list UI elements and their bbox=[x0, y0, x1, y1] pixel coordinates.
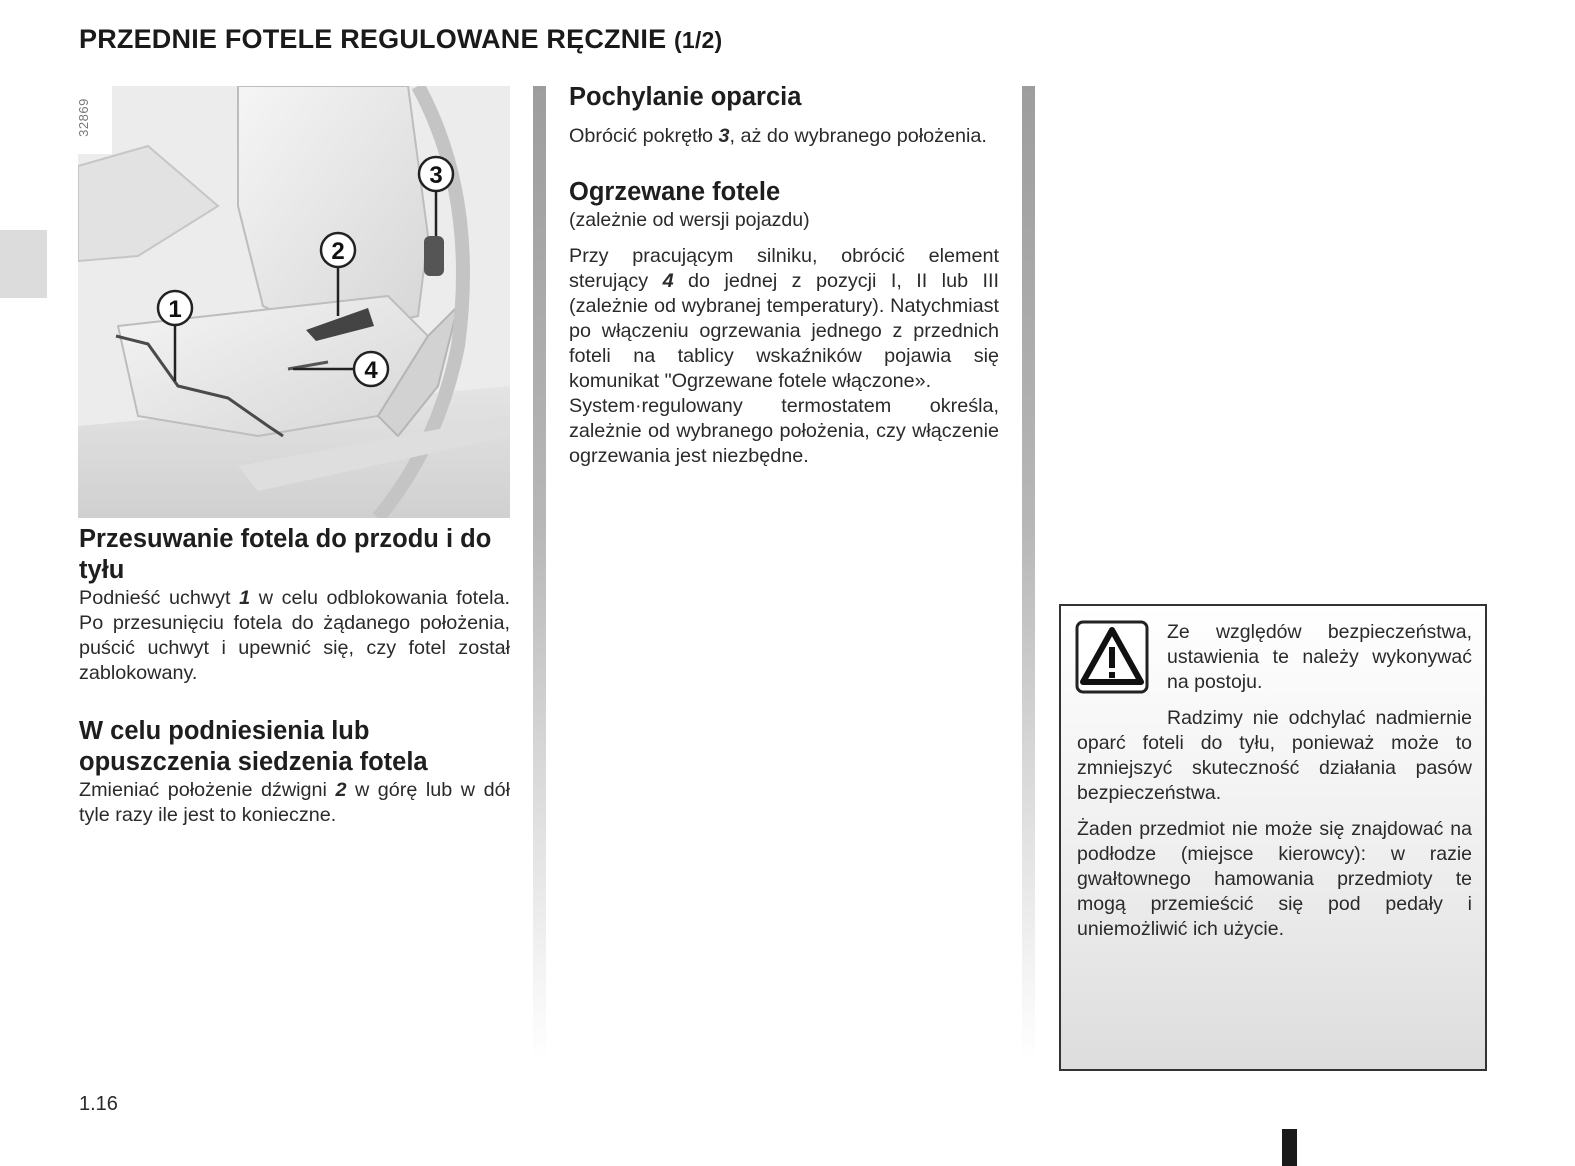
slide-ref-number: 1 bbox=[239, 587, 251, 609]
page-title bbox=[79, 24, 722, 55]
slide-text-a: Podnieść uchwyt bbox=[79, 587, 240, 609]
heated-text-a: Przy pracującym silniku, obrócić element sterujący bbox=[569, 245, 999, 292]
heated-ref-number: 4 bbox=[662, 270, 674, 292]
figure-code-label bbox=[75, 86, 112, 154]
callout-3-label: 3 bbox=[429, 162, 443, 189]
recline-text-a: Obrócić pokrętło bbox=[569, 125, 719, 147]
warning-text-stationary: Ze względów bezpieczeństwa, ustawienia te należy wykonywać na postoju. bbox=[1167, 621, 1472, 693]
section-body-slide bbox=[79, 586, 510, 686]
warning-text-recline: Radzimy nie odchylać nadmiernie oparć foteli do tyłu, ponieważ może to zmniejszyć skuteczność działania pasów bezpieczeństwa. bbox=[1077, 707, 1472, 804]
recline-text-b: , aż do wybranego położenia. bbox=[729, 125, 987, 147]
height-ref-number: 2 bbox=[335, 779, 347, 801]
recline-ref-number: 3 bbox=[718, 125, 730, 147]
callout-3 bbox=[419, 157, 453, 191]
section-body-height bbox=[79, 778, 510, 828]
section-body-heated bbox=[569, 244, 999, 394]
callout-1-label: 1 bbox=[168, 296, 182, 323]
left-column bbox=[79, 524, 510, 828]
callout-2-label: 2 bbox=[331, 238, 345, 265]
section-body-recline bbox=[569, 124, 999, 149]
section-heading-height: W celu podniesienia lub opuszczenia siedzenia fotela bbox=[79, 717, 428, 776]
slide-text-b: w celu odblokowania fotela. Po przesunięciu fotela do żądanego położenia, puścić uchwyt i upewnić się, czy fotel został zablokowany. bbox=[79, 587, 511, 684]
chapter-tab bbox=[0, 230, 47, 298]
middle-column bbox=[569, 82, 999, 469]
column-divider-right bbox=[1022, 86, 1035, 1061]
height-text-a: Zmieniać położenie dźwigni bbox=[79, 779, 336, 801]
seat-illustration bbox=[75, 86, 510, 518]
warning-triangle-icon bbox=[1075, 620, 1149, 694]
section-heading-heated: Ogrzewane fotele bbox=[569, 178, 781, 206]
column-divider-left bbox=[533, 86, 546, 1061]
section-note-heated: (zależnie od wersji pojazdu) bbox=[569, 209, 810, 231]
section-heading-slide: Przesuwanie fotela do przodu i do tyłu bbox=[79, 525, 492, 584]
warning-text-floor: Żaden przedmiot nie może się znajdować na podłodze (miejsce kierowcy): w razie gwałtownego hamowania przedmioty te mogą przemieścić się pod pedały i uniemożliwić ich użycie. bbox=[1077, 818, 1472, 940]
page-part-indicator: (1/2) bbox=[674, 27, 723, 53]
height-text-b: w górę lub w dół tyle razy ile jest to konieczne. bbox=[79, 779, 510, 826]
callout-4-label: 4 bbox=[364, 357, 378, 384]
callout-2 bbox=[321, 233, 355, 267]
page-corner-mark bbox=[1282, 1129, 1297, 1166]
warning-box bbox=[1059, 604, 1487, 1071]
heated-text-b: do jednej z pozycji I, II lub III (zależnie od wybranej temperatury). Natychmiast po włączeniu ogrzewania jednego z przednich foteli na tablicy wskaźników pojawia się komunikat "Ogrzewane fotele włączone». bbox=[569, 270, 999, 392]
section-body-heated-thermostat: System·regulowany termostatem określa, zależnie od wybranego położenia, czy włączenie ogrzewania jest niezbędne. bbox=[569, 395, 999, 467]
page-title-text: PRZEDNIE FOTELE REGULOWANE RĘCZNIE bbox=[79, 24, 667, 54]
figure-code-text: 32869 bbox=[75, 98, 91, 137]
section-heading-recline: Pochylanie oparcia bbox=[569, 83, 802, 111]
page-number: 1.16 bbox=[79, 1093, 118, 1115]
callout-1 bbox=[158, 291, 192, 325]
callout-4 bbox=[354, 352, 388, 386]
seat-drawing bbox=[75, 86, 510, 518]
